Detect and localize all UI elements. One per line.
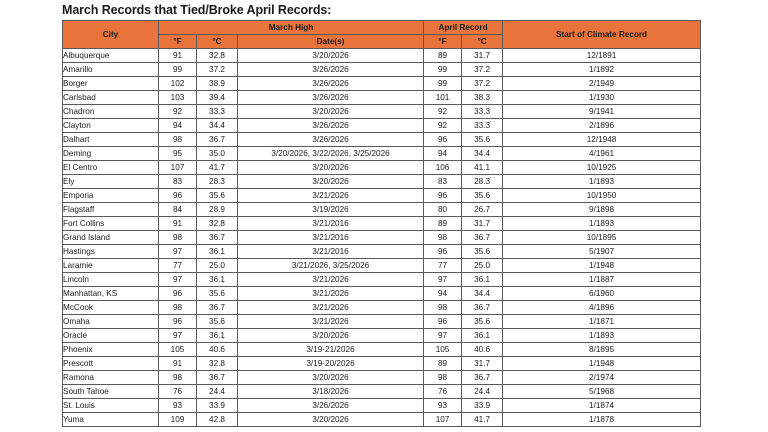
cell-april-c: 24.4 [462,385,503,399]
table-row [63,119,701,133]
cell-dates: 3/21/2026 [238,315,424,329]
cell-march-f: 93 [159,399,197,413]
cell-start-of-climate-record: 2/1896 [503,119,701,133]
cell-march-f: 91 [159,357,197,371]
cell-april-f: 83 [424,175,462,189]
table-row [63,343,701,357]
cell-april-c: 36.1 [462,329,503,343]
cell-dates: 3/26/2026 [238,63,424,77]
cell-march-f: 98 [159,301,197,315]
cell-start-of-climate-record: 5/1968 [503,385,701,399]
cell-start-of-climate-record: 1/1930 [503,91,701,105]
cell-city: Hastings [63,245,159,259]
cell-april-f: 105 [424,343,462,357]
cell-march-c: 24.4 [197,385,238,399]
cell-march-c: 36.7 [197,231,238,245]
cell-start-of-climate-record: 10/1925 [503,161,701,175]
column-header-dates: Date(s) [238,35,424,49]
records-table [62,20,701,427]
cell-start-of-climate-record: 1/1874 [503,399,701,413]
cell-april-f: 92 [424,119,462,133]
cell-march-c: 34.4 [197,119,238,133]
cell-start-of-climate-record: 1/1878 [503,413,701,427]
cell-march-c: 28.3 [197,175,238,189]
cell-march-c: 28.9 [197,203,238,217]
cell-march-c: 36.7 [197,301,238,315]
cell-city: South Tahoe [63,385,159,399]
table-row [63,175,701,189]
cell-city: Ely [63,175,159,189]
cell-dates: 3/20/2026 [238,49,424,63]
cell-march-f: 77 [159,259,197,273]
cell-march-c: 35.6 [197,287,238,301]
table-row [63,371,701,385]
cell-march-f: 96 [159,315,197,329]
cell-city: Emporia [63,189,159,203]
cell-city: Omaha [63,315,159,329]
cell-city: Yuma [63,413,159,427]
column-group-header-march-high: March High [159,21,424,35]
cell-april-f: 97 [424,273,462,287]
cell-april-c: 41.1 [462,161,503,175]
cell-march-c: 25.0 [197,259,238,273]
cell-city: Prescott [63,357,159,371]
table-row [63,91,701,105]
table-row [63,315,701,329]
cell-april-f: 97 [424,329,462,343]
cell-april-c: 36.1 [462,273,503,287]
cell-april-f: 76 [424,385,462,399]
cell-start-of-climate-record: 12/1891 [503,49,701,63]
cell-city: El Centro [63,161,159,175]
cell-start-of-climate-record: 1/1892 [503,63,701,77]
table-row [63,385,701,399]
cell-city: St. Louis [63,399,159,413]
cell-dates: 3/21/2016 [238,217,424,231]
cell-march-f: 99 [159,63,197,77]
cell-april-c: 36.7 [462,301,503,315]
cell-march-c: 42.8 [197,413,238,427]
cell-april-f: 96 [424,315,462,329]
cell-city: Manhattan, KS [63,287,159,301]
cell-april-f: 89 [424,217,462,231]
cell-april-c: 28.3 [462,175,503,189]
table-row [63,77,701,91]
cell-april-c: 35.6 [462,189,503,203]
cell-start-of-climate-record: 8/1895 [503,343,701,357]
cell-start-of-climate-record: 10/1950 [503,189,701,203]
cell-april-c: 35.6 [462,245,503,259]
table-row [63,329,701,343]
cell-march-f: 94 [159,119,197,133]
table-row [63,413,701,427]
cell-city: Lincoln [63,273,159,287]
table-row [63,273,701,287]
cell-april-c: 34.4 [462,287,503,301]
cell-city: Fort Collins [63,217,159,231]
cell-dates: 3/26/2026 [238,399,424,413]
cell-march-f: 107 [159,161,197,175]
table-row [63,161,701,175]
cell-april-c: 33.3 [462,119,503,133]
cell-april-c: 41.7 [462,413,503,427]
cell-march-f: 97 [159,273,197,287]
cell-march-f: 91 [159,49,197,63]
cell-dates: 3/26/2026 [238,77,424,91]
cell-start-of-climate-record: 4/1961 [503,147,701,161]
cell-march-c: 32.8 [197,49,238,63]
cell-march-c: 35.0 [197,147,238,161]
table-row [63,287,701,301]
cell-dates: 3/20/2026, 3/22/2026, 3/25/2026 [238,147,424,161]
cell-city: Oracle [63,329,159,343]
table-body [63,49,701,427]
cell-april-f: 106 [424,161,462,175]
cell-march-f: 98 [159,133,197,147]
table-row [63,63,701,77]
cell-start-of-climate-record: 1/1893 [503,175,701,189]
cell-march-c: 41.7 [197,161,238,175]
cell-march-c: 36.7 [197,371,238,385]
cell-march-f: 96 [159,189,197,203]
cell-march-f: 105 [159,343,197,357]
cell-start-of-climate-record: 10/1895 [503,231,701,245]
cell-start-of-climate-record: 9/1898 [503,203,701,217]
cell-start-of-climate-record: 1/1893 [503,217,701,231]
cell-dates: 3/21/2016 [238,245,424,259]
cell-city: Phoenix [63,343,159,357]
cell-april-c: 40.6 [462,343,503,357]
cell-city: Flagstaff [63,203,159,217]
cell-march-f: 109 [159,413,197,427]
cell-dates: 3/21/2026 [238,273,424,287]
cell-march-f: 96 [159,287,197,301]
table-row [63,147,701,161]
cell-start-of-climate-record: 1/1948 [503,357,701,371]
cell-march-c: 32.8 [197,357,238,371]
cell-dates: 3/19-21/2026 [238,343,424,357]
cell-april-c: 31.7 [462,49,503,63]
cell-dates: 3/26/2026 [238,133,424,147]
cell-city: Laramie [63,259,159,273]
cell-city: Carlsbad [63,91,159,105]
cell-march-c: 35.6 [197,189,238,203]
cell-city: Grand Island [63,231,159,245]
table-row [63,245,701,259]
cell-april-f: 96 [424,189,462,203]
cell-dates: 3/20/2026 [238,105,424,119]
cell-april-f: 98 [424,231,462,245]
cell-start-of-climate-record: 6/1960 [503,287,701,301]
cell-march-c: 33.9 [197,399,238,413]
cell-march-c: 37.2 [197,63,238,77]
table-row [63,301,701,315]
cell-dates: 3/21/2026 [238,301,424,315]
cell-april-f: 101 [424,91,462,105]
cell-march-c: 35.6 [197,315,238,329]
table-row [63,259,701,273]
page-title: March Records that Tied/Broke April Records: [62,3,332,17]
cell-start-of-climate-record: 2/1974 [503,371,701,385]
cell-dates: 3/26/2026 [238,119,424,133]
cell-city: Albuquerque [63,49,159,63]
table-row [63,49,701,63]
cell-dates: 3/20/2026 [238,175,424,189]
cell-start-of-climate-record: 2/1949 [503,77,701,91]
cell-city: Dalhart [63,133,159,147]
cell-april-c: 36.7 [462,371,503,385]
cell-march-c: 38.9 [197,77,238,91]
cell-march-c: 36.1 [197,273,238,287]
column-header-march-c: °C [197,35,238,49]
cell-april-f: 99 [424,63,462,77]
cell-april-f: 107 [424,413,462,427]
cell-april-c: 38.3 [462,91,503,105]
cell-march-f: 84 [159,203,197,217]
cell-start-of-climate-record: 1/1893 [503,329,701,343]
cell-dates: 3/20/2026 [238,413,424,427]
cell-city: McCook [63,301,159,315]
cell-dates: 3/20/2026 [238,371,424,385]
cell-april-f: 92 [424,105,462,119]
table-row [63,133,701,147]
cell-march-f: 98 [159,231,197,245]
cell-march-c: 33.3 [197,105,238,119]
cell-start-of-climate-record: 5/1907 [503,245,701,259]
cell-march-f: 91 [159,217,197,231]
cell-march-c: 32.8 [197,217,238,231]
cell-april-c: 37.2 [462,77,503,91]
cell-start-of-climate-record: 1/1948 [503,259,701,273]
cell-april-f: 89 [424,357,462,371]
cell-april-f: 99 [424,77,462,91]
column-header-april-f: °F [424,35,462,49]
cell-start-of-climate-record: 1/1871 [503,315,701,329]
cell-dates: 3/21/2026 [238,287,424,301]
cell-march-c: 40.6 [197,343,238,357]
cell-april-f: 89 [424,49,462,63]
column-header-march-f: °F [159,35,197,49]
cell-april-f: 94 [424,287,462,301]
cell-april-f: 98 [424,301,462,315]
column-header-start-of-climate-record: Start of Climate Record [503,21,701,49]
cell-city: Clayton [63,119,159,133]
cell-dates: 3/19/2026 [238,203,424,217]
cell-march-c: 36.1 [197,245,238,259]
table-row [63,105,701,119]
cell-april-c: 36.7 [462,231,503,245]
cell-april-f: 96 [424,133,462,147]
cell-dates: 3/21/2016 [238,231,424,245]
cell-april-f: 77 [424,259,462,273]
column-header-april-c: °C [462,35,503,49]
cell-march-c: 39.4 [197,91,238,105]
cell-start-of-climate-record: 4/1896 [503,301,701,315]
cell-april-c: 37.2 [462,63,503,77]
cell-march-f: 102 [159,77,197,91]
cell-april-c: 31.7 [462,217,503,231]
cell-march-f: 103 [159,91,197,105]
column-group-header-april-record: April Record [424,21,503,35]
column-header-city: City [63,21,159,49]
cell-march-f: 95 [159,147,197,161]
table-row [63,231,701,245]
cell-dates: 3/18/2026 [238,385,424,399]
cell-dates: 3/20/2026 [238,161,424,175]
cell-city: Borger [63,77,159,91]
cell-april-c: 35.6 [462,315,503,329]
cell-april-f: 80 [424,203,462,217]
cell-april-c: 33.9 [462,399,503,413]
cell-city: Amarillo [63,63,159,77]
cell-march-f: 76 [159,385,197,399]
cell-march-f: 98 [159,371,197,385]
table-row [63,203,701,217]
cell-dates: 3/26/2026 [238,91,424,105]
table-row [63,399,701,413]
table-header [63,21,701,49]
cell-march-f: 83 [159,175,197,189]
cell-april-c: 25.0 [462,259,503,273]
cell-april-c: 34.4 [462,147,503,161]
cell-start-of-climate-record: 12/1948 [503,133,701,147]
cell-march-c: 36.7 [197,133,238,147]
cell-april-f: 94 [424,147,462,161]
cell-march-c: 36.1 [197,329,238,343]
table-row [63,217,701,231]
cell-april-c: 31.7 [462,357,503,371]
cell-april-c: 35.6 [462,133,503,147]
cell-start-of-climate-record: 9/1941 [503,105,701,119]
cell-march-f: 92 [159,105,197,119]
cell-april-f: 96 [424,245,462,259]
cell-march-f: 97 [159,329,197,343]
cell-start-of-climate-record: 1/1887 [503,273,701,287]
cell-city: Deming [63,147,159,161]
cell-dates: 3/21/2026 [238,189,424,203]
cell-dates: 3/20/2026 [238,329,424,343]
cell-april-f: 93 [424,399,462,413]
cell-city: Ramona [63,371,159,385]
table-row [63,357,701,371]
cell-march-f: 97 [159,245,197,259]
cell-april-c: 26.7 [462,203,503,217]
cell-dates: 3/21/2026, 3/25/2026 [238,259,424,273]
cell-april-f: 98 [424,371,462,385]
cell-city: Chadron [63,105,159,119]
cell-april-c: 33.3 [462,105,503,119]
table-row [63,189,701,203]
cell-dates: 3/19-20/2026 [238,357,424,371]
